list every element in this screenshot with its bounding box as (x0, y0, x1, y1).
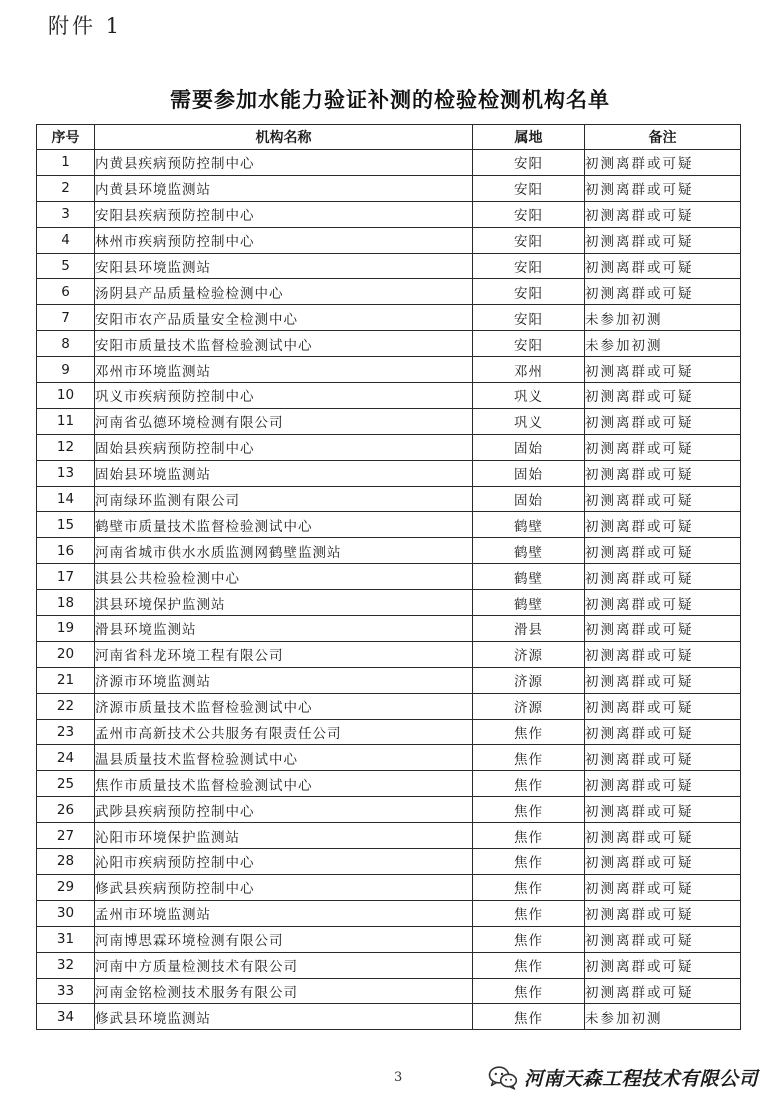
attachment-label: 附件 1 (48, 14, 123, 38)
cell-region: 邓州 (473, 357, 585, 383)
cell-remark: 初测离群或可疑 (585, 719, 741, 745)
table-row (37, 305, 741, 331)
cell-region: 焦作 (473, 719, 585, 745)
table-row (37, 357, 741, 383)
cell-region: 固始 (473, 460, 585, 486)
cell-seq: 6 (37, 279, 95, 305)
cell-remark: 初测离群或可疑 (585, 693, 741, 719)
cell-region: 鹤壁 (473, 590, 585, 616)
header-seq: 序号 (37, 125, 95, 150)
table-row (37, 150, 741, 176)
cell-region: 安阳 (473, 175, 585, 201)
table-row (37, 253, 741, 279)
cell-region: 焦作 (473, 978, 585, 1004)
cell-region: 鹤壁 (473, 564, 585, 590)
table-row (37, 538, 741, 564)
table-row (37, 900, 741, 926)
table-row (37, 460, 741, 486)
cell-remark: 初测离群或可疑 (585, 227, 741, 253)
table-row (37, 771, 741, 797)
cell-region: 焦作 (473, 952, 585, 978)
cell-region: 济源 (473, 667, 585, 693)
cell-name: 淇县公共检验检测中心 (95, 564, 473, 590)
institution-table (36, 124, 741, 1030)
header-region: 属地 (473, 125, 585, 150)
cell-name: 温县质量技术监督检验测试中心 (95, 745, 473, 771)
cell-region: 固始 (473, 434, 585, 460)
table-row (37, 383, 741, 409)
cell-seq: 33 (37, 978, 95, 1004)
wechat-icon (488, 1065, 518, 1091)
cell-region: 巩义 (473, 408, 585, 434)
table-row (37, 978, 741, 1004)
cell-name: 汤阴县产品质量检验检测中心 (95, 279, 473, 305)
cell-remark: 初测离群或可疑 (585, 771, 741, 797)
cell-region: 安阳 (473, 150, 585, 176)
page-number: 3 (394, 1070, 403, 1085)
table-row (37, 590, 741, 616)
cell-region: 济源 (473, 641, 585, 667)
cell-remark: 初测离群或可疑 (585, 460, 741, 486)
cell-seq: 11 (37, 408, 95, 434)
cell-name: 沁阳市环境保护监测站 (95, 823, 473, 849)
cell-region: 安阳 (473, 279, 585, 305)
cell-seq: 5 (37, 253, 95, 279)
cell-remark: 初测离群或可疑 (585, 745, 741, 771)
cell-name: 武陟县疾病预防控制中心 (95, 797, 473, 823)
cell-name: 鹤壁市质量技术监督检验测试中心 (95, 512, 473, 538)
cell-remark: 初测离群或可疑 (585, 408, 741, 434)
cell-name: 河南省城市供水水质监测网鹤壁监测站 (95, 538, 473, 564)
cell-region: 安阳 (473, 305, 585, 331)
cell-remark: 未参加初测 (585, 1004, 741, 1030)
cell-seq: 23 (37, 719, 95, 745)
cell-remark: 初测离群或可疑 (585, 900, 741, 926)
table-row (37, 175, 741, 201)
cell-name: 河南省弘德环境检测有限公司 (95, 408, 473, 434)
cell-name: 修武县环境监测站 (95, 1004, 473, 1030)
cell-seq: 10 (37, 383, 95, 409)
table-row (37, 641, 741, 667)
cell-name: 修武县疾病预防控制中心 (95, 874, 473, 900)
cell-seq: 8 (37, 331, 95, 357)
cell-name: 河南金铭检测技术服务有限公司 (95, 978, 473, 1004)
table-row (37, 331, 741, 357)
cell-name: 内黄县疾病预防控制中心 (95, 150, 473, 176)
cell-seq: 15 (37, 512, 95, 538)
cell-remark: 初测离群或可疑 (585, 150, 741, 176)
table-row (37, 408, 741, 434)
cell-remark: 未参加初测 (585, 305, 741, 331)
document-title: 需要参加水能力验证补测的检验检测机构名单 (170, 88, 610, 112)
cell-name: 安阳市质量技术监督检验测试中心 (95, 331, 473, 357)
cell-name: 河南省科龙环境工程有限公司 (95, 641, 473, 667)
table-row (37, 616, 741, 642)
cell-remark: 初测离群或可疑 (585, 823, 741, 849)
cell-seq: 2 (37, 175, 95, 201)
table-row (37, 926, 741, 952)
cell-region: 安阳 (473, 253, 585, 279)
cell-remark: 初测离群或可疑 (585, 201, 741, 227)
cell-region: 滑县 (473, 616, 585, 642)
cell-name: 河南博思霖环境检测有限公司 (95, 926, 473, 952)
cell-seq: 3 (37, 201, 95, 227)
cell-seq: 18 (37, 590, 95, 616)
cell-seq: 1 (37, 150, 95, 176)
cell-remark: 初测离群或可疑 (585, 590, 741, 616)
cell-region: 鹤壁 (473, 512, 585, 538)
cell-remark: 初测离群或可疑 (585, 564, 741, 590)
cell-seq: 17 (37, 564, 95, 590)
cell-name: 内黄县环境监测站 (95, 175, 473, 201)
cell-region: 安阳 (473, 227, 585, 253)
cell-name: 孟州市环境监测站 (95, 900, 473, 926)
cell-region: 安阳 (473, 201, 585, 227)
cell-remark: 初测离群或可疑 (585, 616, 741, 642)
cell-region: 焦作 (473, 771, 585, 797)
cell-seq: 32 (37, 952, 95, 978)
table-row (37, 745, 741, 771)
watermark-text: 河南天森工程技术有限公司 (523, 1068, 758, 1090)
cell-seq: 28 (37, 849, 95, 875)
header-name: 机构名称 (95, 125, 473, 150)
cell-name: 滑县环境监测站 (95, 616, 473, 642)
table-header-row (37, 125, 741, 150)
table-row (37, 201, 741, 227)
cell-seq: 29 (37, 874, 95, 900)
cell-name: 安阳县疾病预防控制中心 (95, 201, 473, 227)
cell-region: 焦作 (473, 797, 585, 823)
cell-name: 孟州市高新技术公共服务有限责任公司 (95, 719, 473, 745)
header-remark: 备注 (585, 125, 741, 150)
cell-remark: 初测离群或可疑 (585, 434, 741, 460)
cell-seq: 26 (37, 797, 95, 823)
cell-remark: 未参加初测 (585, 331, 741, 357)
cell-remark: 初测离群或可疑 (585, 486, 741, 512)
cell-name: 济源市质量技术监督检验测试中心 (95, 693, 473, 719)
cell-seq: 31 (37, 926, 95, 952)
wechat-watermark (488, 1064, 758, 1091)
table-row (37, 1004, 741, 1030)
cell-region: 焦作 (473, 1004, 585, 1030)
cell-seq: 25 (37, 771, 95, 797)
cell-seq: 9 (37, 357, 95, 383)
table-row (37, 486, 741, 512)
cell-seq: 21 (37, 667, 95, 693)
cell-name: 巩义市疾病预防控制中心 (95, 383, 473, 409)
cell-name: 淇县环境保护监测站 (95, 590, 473, 616)
cell-remark: 初测离群或可疑 (585, 253, 741, 279)
table-row (37, 434, 741, 460)
table-row (37, 227, 741, 253)
table-row (37, 797, 741, 823)
table-row (37, 823, 741, 849)
table-row (37, 667, 741, 693)
cell-region: 济源 (473, 693, 585, 719)
table-row (37, 849, 741, 875)
cell-region: 鹤壁 (473, 538, 585, 564)
cell-name: 固始县疾病预防控制中心 (95, 434, 473, 460)
cell-remark: 初测离群或可疑 (585, 849, 741, 875)
cell-seq: 24 (37, 745, 95, 771)
cell-remark: 初测离群或可疑 (585, 641, 741, 667)
cell-name: 固始县环境监测站 (95, 460, 473, 486)
cell-seq: 13 (37, 460, 95, 486)
cell-remark: 初测离群或可疑 (585, 279, 741, 305)
table-row (37, 512, 741, 538)
cell-name: 河南中方质量检测技术有限公司 (95, 952, 473, 978)
cell-name: 林州市疾病预防控制中心 (95, 227, 473, 253)
cell-region: 焦作 (473, 849, 585, 875)
cell-remark: 初测离群或可疑 (585, 667, 741, 693)
cell-seq: 14 (37, 486, 95, 512)
cell-region: 焦作 (473, 926, 585, 952)
cell-region: 巩义 (473, 383, 585, 409)
cell-seq: 22 (37, 693, 95, 719)
table-row (37, 279, 741, 305)
cell-remark: 初测离群或可疑 (585, 357, 741, 383)
cell-name: 安阳市农产品质量安全检测中心 (95, 305, 473, 331)
cell-seq: 34 (37, 1004, 95, 1030)
table-row (37, 719, 741, 745)
table-row (37, 693, 741, 719)
cell-remark: 初测离群或可疑 (585, 512, 741, 538)
cell-remark: 初测离群或可疑 (585, 926, 741, 952)
cell-name: 河南绿环监测有限公司 (95, 486, 473, 512)
cell-region: 安阳 (473, 331, 585, 357)
cell-region: 焦作 (473, 823, 585, 849)
cell-remark: 初测离群或可疑 (585, 874, 741, 900)
cell-seq: 16 (37, 538, 95, 564)
cell-remark: 初测离群或可疑 (585, 978, 741, 1004)
cell-seq: 19 (37, 616, 95, 642)
table-row (37, 564, 741, 590)
cell-remark: 初测离群或可疑 (585, 797, 741, 823)
cell-seq: 12 (37, 434, 95, 460)
cell-name: 邓州市环境监测站 (95, 357, 473, 383)
table-row (37, 874, 741, 900)
cell-seq: 7 (37, 305, 95, 331)
cell-remark: 初测离群或可疑 (585, 175, 741, 201)
cell-remark: 初测离群或可疑 (585, 538, 741, 564)
cell-seq: 4 (37, 227, 95, 253)
cell-region: 焦作 (473, 745, 585, 771)
cell-seq: 30 (37, 900, 95, 926)
cell-seq: 20 (37, 641, 95, 667)
cell-seq: 27 (37, 823, 95, 849)
table-row (37, 952, 741, 978)
cell-remark: 初测离群或可疑 (585, 383, 741, 409)
cell-name: 沁阳市疾病预防控制中心 (95, 849, 473, 875)
cell-name: 安阳县环境监测站 (95, 253, 473, 279)
cell-region: 焦作 (473, 900, 585, 926)
cell-name: 焦作市质量技术监督检验测试中心 (95, 771, 473, 797)
cell-name: 济源市环境监测站 (95, 667, 473, 693)
cell-region: 固始 (473, 486, 585, 512)
cell-region: 焦作 (473, 874, 585, 900)
cell-remark: 初测离群或可疑 (585, 952, 741, 978)
